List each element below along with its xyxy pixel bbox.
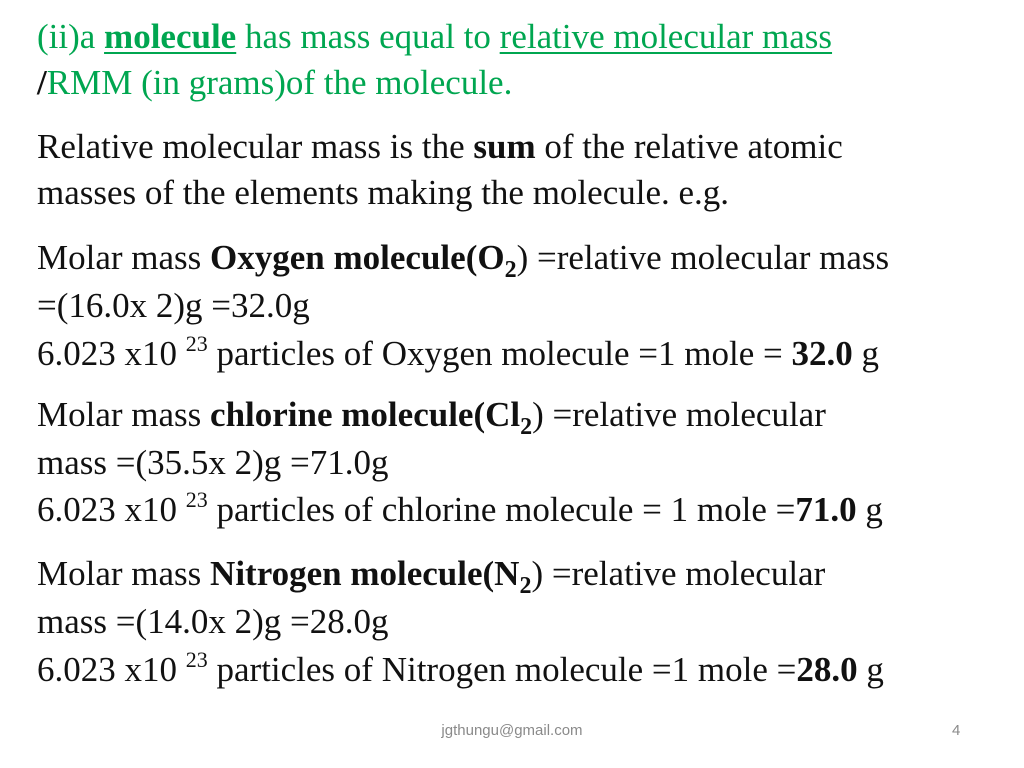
chlorine-particles-text: particles of chlorine molecule = 1 mole = (207, 490, 796, 529)
nitrogen-calc: mass =(14.0x 2)g =28.0g (37, 602, 389, 641)
nitrogen-mass: 28.0 (796, 650, 858, 689)
nitrogen-particles-text: particles of Nitrogen molecule =1 mole = (207, 650, 797, 689)
nitrogen-molar-line: Molar mass Nitrogen $molecule(N_2)$ =relative molecular (37, 554, 826, 599)
oxygen-tail: =relative molecular mass (528, 238, 890, 277)
oxygen-calc: =(16.0x 2)g =32.0g (37, 286, 310, 325)
oxygen-particles-line: 6.023 x10 $^{23}$ particles of Oxygen molecule =1 mole = 32.0 g (37, 331, 880, 373)
definition-text-c: masses of the elements making the molecule. e.g. (37, 173, 730, 212)
page-number: 4 (952, 722, 961, 739)
chlorine-calc-line (37, 443, 389, 483)
intro-line-2-text: RMM (in grams)of the molecule. (46, 63, 513, 102)
intro-line-2 (37, 63, 512, 103)
intro-prefix: (ii)a (37, 17, 105, 56)
nitrogen-exponent: 23 (185, 647, 208, 672)
intro-middle: has mass equal to (236, 17, 500, 56)
oxygen-name: Oxygen $molecule(O_2$ (210, 238, 517, 283)
chlorine-mass: 71.0 (795, 490, 857, 529)
definition-text-b: of the relative atomic (535, 127, 843, 166)
rmm-phrase: relative molecular mass (499, 17, 833, 56)
chlorine-particles-line: 6.023 x10 $^{23}$ particles of chlorine molecule = 1 mole =71.0 g (37, 487, 883, 529)
chlorine-exponent: 23 (185, 487, 208, 512)
definition-line-2 (37, 173, 729, 213)
oxygen-exponent: 23 (185, 331, 208, 356)
intro-line-1 (37, 17, 832, 57)
nitrogen-lead: Molar mass (37, 554, 211, 593)
chlorine-subscript: 2 (520, 414, 533, 440)
nitrogen-name: Nitrogen $molecule(N_2$ (210, 554, 532, 599)
oxygen-lead: Molar mass (37, 238, 211, 277)
chlorine-calc: mass =(35.5x 2)g =71.0g (37, 443, 389, 482)
nitrogen-particles-line: 6.023 x10 $^{23}$ particles of Nitrogen molecule =1 mole =28.0 g (37, 647, 884, 689)
chlorine-molar-line: Molar mass chlorine $molecule(Cl_2)$ =relative molecular (37, 395, 826, 440)
definition-line-1 (37, 127, 843, 167)
oxygen-subscript: 2 (504, 257, 517, 283)
definition-text-a: Relative molecular mass is the (37, 127, 474, 166)
intro-slash: / (37, 63, 47, 102)
molecule-term: molecule (104, 17, 237, 56)
sum-term: sum (473, 127, 536, 166)
chlorine-lead: Molar mass (37, 395, 211, 434)
oxygen-molar-line: Molar mass Oxygen $molecule(O_2)$ =relative molecular mass (37, 238, 890, 283)
chlorine-tail: =relative molecular (543, 395, 826, 434)
nitrogen-calc-line (37, 602, 389, 642)
nitrogen-subscript: 2 (519, 573, 532, 599)
oxygen-particles-text: particles of Oxygen molecule =1 mole = (207, 334, 792, 373)
footer-email: jgthungu@gmail.com (441, 722, 583, 739)
oxygen-mass: 32.0 (791, 334, 853, 373)
oxygen-calc-line (37, 286, 310, 326)
chlorine-name: chlorine $molecule(Cl_2$ (210, 395, 533, 440)
nitrogen-tail: =relative molecular (543, 554, 826, 593)
